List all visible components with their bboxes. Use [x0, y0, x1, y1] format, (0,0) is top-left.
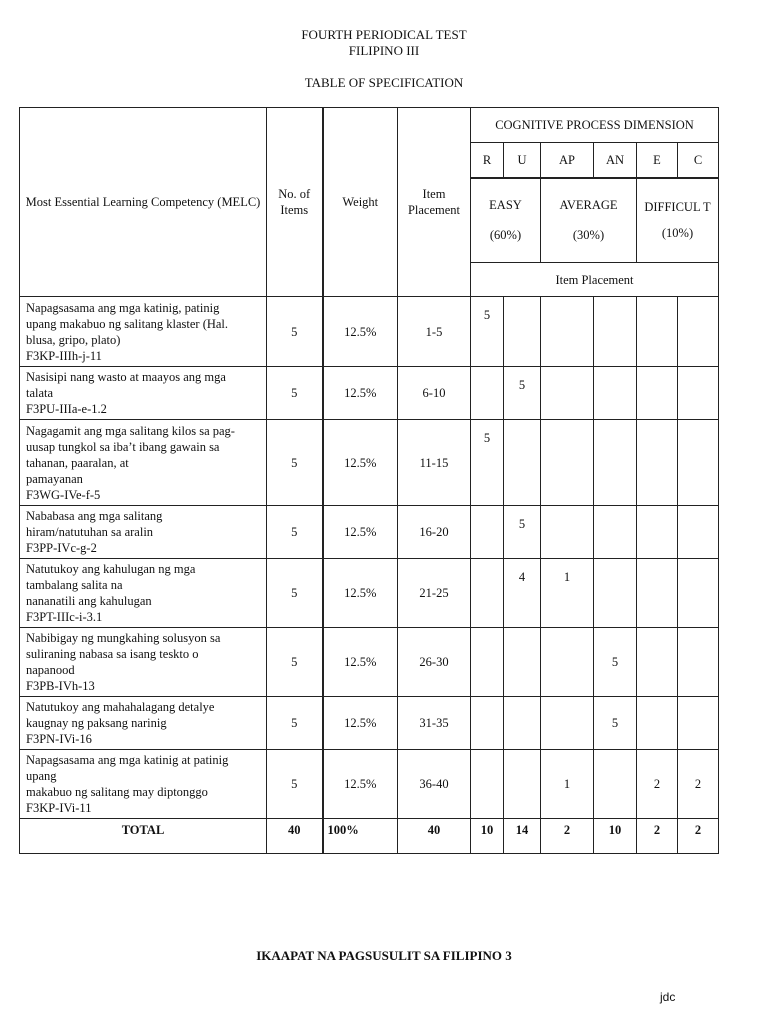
total-label: TOTAL: [20, 819, 267, 854]
melc-cell: [20, 559, 267, 628]
level-e: E: [637, 143, 678, 178]
melc-line: Nasisipi nang wasto at maayos ang mga: [26, 370, 226, 384]
items-cell: 5: [267, 297, 323, 367]
melc-cell: [20, 506, 267, 559]
melc-line: kaugnay ng paksang narinig: [26, 716, 167, 730]
level-e-cell: [637, 559, 678, 628]
melc-line: F3WG-IVe-f-5: [26, 487, 101, 502]
header-line-1: FOURTH PERIODICAL TEST: [301, 27, 467, 42]
table-row: [20, 750, 719, 819]
total-placement: 40: [398, 819, 471, 854]
total-c: 2: [678, 819, 719, 854]
level-an: AN: [594, 143, 637, 178]
weight-cell: 12.5%: [323, 367, 398, 420]
melc-line: nananatili ang kahulugan: [26, 594, 152, 608]
melc-line: tahanan, paaralan, at: [26, 455, 129, 470]
easy-percent: (60%): [489, 228, 522, 243]
melc-line: Nagagamit ang mga salitang kilos sa pag-: [26, 423, 235, 438]
level-ap-cell: 1: [541, 559, 594, 628]
header-item-placement: Item Placement: [398, 108, 471, 297]
table-row: [20, 367, 719, 420]
level-e-cell: [637, 506, 678, 559]
melc-line: Natutukoy ang mahahalagang detalye: [26, 700, 215, 714]
level-u-cell: [504, 697, 541, 750]
level-r-cell: [471, 628, 504, 697]
placement-cell: 26-30: [398, 628, 471, 697]
melc-line: F3PP-IVc-g-2: [26, 541, 97, 555]
items-cell: 5: [267, 750, 323, 819]
level-r-cell: [471, 750, 504, 819]
melc-cell: [20, 297, 267, 367]
level-u-cell: [504, 297, 541, 367]
average-percent: (30%): [572, 228, 605, 243]
level-r-cell: [471, 559, 504, 628]
melc-line: Nabibigay ng mungkahing solusyon sa: [26, 631, 221, 645]
items-cell: 5: [267, 367, 323, 420]
items-cell: 5: [267, 559, 323, 628]
table-row: [20, 628, 719, 697]
level-r-cell: 5: [471, 297, 504, 367]
weight-cell: 12.5%: [323, 628, 398, 697]
table-row: [20, 559, 719, 628]
melc-line: talata: [26, 386, 54, 400]
level-e-cell: [637, 628, 678, 697]
melc-line: Natutukoy ang kahulugan ng mga: [26, 562, 196, 576]
melc-line: Napagsasama ang mga katinig at patinig: [26, 753, 229, 767]
table-row: [20, 297, 719, 367]
melc-cell: [20, 420, 267, 506]
melc-line: F3PB-IVh-13: [26, 679, 95, 693]
header-line-3: TABLE OF SPECIFICATION: [304, 75, 464, 90]
header-no-of-items: No. of Items: [267, 108, 323, 297]
total-weight: 100%: [323, 819, 398, 854]
header-weight: Weight: [323, 108, 398, 297]
melc-line: F3PN-IVi-16: [26, 732, 92, 746]
melc-line: pamayanan: [26, 471, 83, 486]
difficult-percent: (10%): [661, 226, 694, 241]
difficulty-average: [541, 178, 637, 263]
placement-cell: 1-5: [398, 297, 471, 367]
placement-cell: 31-35: [398, 697, 471, 750]
weight-cell: 12.5%: [323, 697, 398, 750]
level-c-cell: [678, 367, 719, 420]
level-r-cell: [471, 367, 504, 420]
melc-cell: [20, 697, 267, 750]
melc-line: napanood: [26, 663, 75, 677]
placement-cell: 16-20: [398, 506, 471, 559]
level-r: R: [471, 143, 504, 178]
level-e-cell: 2: [637, 750, 678, 819]
level-u-cell: [504, 750, 541, 819]
level-an-cell: [594, 297, 637, 367]
footer-title: IKAAPAT NA PAGSUSULIT SA FILIPINO 3: [256, 948, 512, 963]
placement-cell: 11-15: [398, 420, 471, 506]
melc-line: blusa, gripo, plato): [26, 332, 121, 347]
level-c-cell: [678, 559, 719, 628]
items-cell: 5: [267, 420, 323, 506]
level-e-cell: [637, 367, 678, 420]
total-r: 10: [471, 819, 504, 854]
level-ap-cell: [541, 506, 594, 559]
melc-cell: [20, 750, 267, 819]
melc-line: upang: [26, 769, 57, 783]
level-c-cell: 2: [678, 750, 719, 819]
level-u-cell: [504, 420, 541, 506]
level-r-cell: [471, 697, 504, 750]
melc-line: suliraning nabasa sa isang teskto o: [26, 647, 199, 661]
level-u: U: [504, 143, 541, 178]
placement-cell: 36-40: [398, 750, 471, 819]
level-ap-cell: [541, 697, 594, 750]
melc-line: F3KP-IVi-11: [26, 801, 92, 815]
weight-cell: 12.5%: [323, 559, 398, 628]
specification-table: [19, 107, 719, 854]
melc-cell: [20, 628, 267, 697]
melc-line: F3KP-IIIh-j-11: [26, 348, 102, 363]
items-cell: 5: [267, 697, 323, 750]
level-r-cell: [471, 506, 504, 559]
level-e-cell: [637, 420, 678, 506]
level-r-cell: 5: [471, 420, 504, 506]
table-row: [20, 420, 719, 506]
level-c-cell: [678, 420, 719, 506]
total-items: 40: [267, 819, 323, 854]
level-c-cell: [678, 628, 719, 697]
placement-cell: 6-10: [398, 367, 471, 420]
level-c-cell: [678, 697, 719, 750]
difficulty-easy: [471, 178, 541, 263]
total-e: 2: [637, 819, 678, 854]
melc-line: upang makabuo ng salitang klaster (Hal.: [26, 316, 229, 331]
weight-cell: 12.5%: [323, 506, 398, 559]
header-line-2: FILIPINO III: [348, 43, 420, 58]
weight-cell: 12.5%: [323, 750, 398, 819]
items-cell: 5: [267, 628, 323, 697]
level-ap-cell: [541, 628, 594, 697]
placement-cell: 21-25: [398, 559, 471, 628]
subheader-item-placement: Item Placement: [471, 263, 719, 297]
level-u-cell: 5: [504, 367, 541, 420]
melc-line: hiram/natutuhan sa aralin: [26, 525, 154, 539]
total-ap: 2: [541, 819, 594, 854]
level-ap-cell: 1: [541, 750, 594, 819]
total-u: 14: [504, 819, 541, 854]
author-initials: jdc: [660, 990, 676, 1004]
level-ap-cell: [541, 420, 594, 506]
table-row: [20, 697, 719, 750]
weight-cell: 12.5%: [323, 420, 398, 506]
melc-line: makabuo ng salitang may diptonggo: [26, 785, 208, 799]
difficulty-difficult: [637, 178, 719, 263]
level-e-cell: [637, 697, 678, 750]
level-u-cell: 5: [504, 506, 541, 559]
weight-cell: 12.5%: [323, 297, 398, 367]
level-an-cell: [594, 750, 637, 819]
level-ap: AP: [541, 143, 594, 178]
level-an-cell: 5: [594, 628, 637, 697]
level-u-cell: [504, 628, 541, 697]
difficult-label: DIFFICUL T: [644, 200, 711, 215]
melc-line: F3PU-IIIa-e-1.2: [26, 402, 107, 416]
total-row: [20, 819, 719, 854]
easy-label: EASY: [489, 198, 522, 213]
melc-line: tambalang salita na: [26, 578, 123, 592]
level-an-cell: [594, 420, 637, 506]
level-c-cell: [678, 297, 719, 367]
items-cell: 5: [267, 506, 323, 559]
level-ap-cell: [541, 297, 594, 367]
table-row: [20, 506, 719, 559]
level-e-cell: [637, 297, 678, 367]
melc-line: uusap tungkol sa iba’t ibang gawain sa: [26, 439, 220, 454]
level-u-cell: 4: [504, 559, 541, 628]
melc-cell: [20, 367, 267, 420]
level-ap-cell: [541, 367, 594, 420]
header-cognitive-dimension: COGNITIVE PROCESS DIMENSION: [471, 108, 719, 143]
level-c: C: [678, 143, 719, 178]
melc-line: Napagsasama ang mga katinig, patinig: [26, 300, 220, 315]
level-an-cell: [594, 506, 637, 559]
header-melc: Most Essential Learning Competency (MELC): [20, 108, 267, 297]
level-an-cell: [594, 367, 637, 420]
level-c-cell: [678, 506, 719, 559]
total-an: 10: [594, 819, 637, 854]
average-label: AVERAGE: [559, 198, 618, 213]
melc-line: Nababasa ang mga salitang: [26, 509, 163, 523]
level-an-cell: 5: [594, 697, 637, 750]
level-an-cell: [594, 559, 637, 628]
melc-line: F3PT-IIIc-i-3.1: [26, 610, 103, 624]
